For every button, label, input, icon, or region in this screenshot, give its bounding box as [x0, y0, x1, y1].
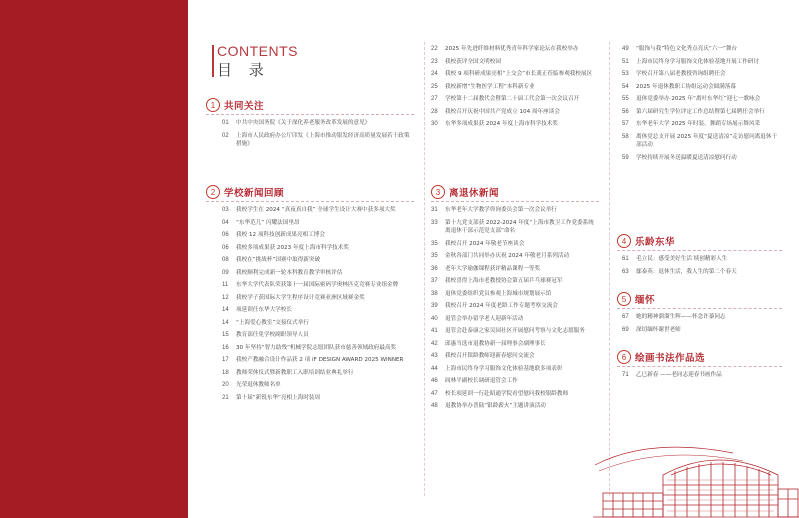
- page-number: 16: [222, 344, 229, 351]
- page-number: 23: [431, 58, 438, 65]
- toc-item[interactable]: [222, 319, 414, 327]
- toc-title: 东华老年大学教学咨询委员会第一次会议举行: [445, 207, 557, 214]
- page-number: 18: [222, 369, 229, 376]
- section-divider: [206, 114, 414, 115]
- toc-item[interactable]: [222, 294, 414, 302]
- page-number: 35: [431, 253, 438, 259]
- section-number-badge: 1: [206, 98, 220, 112]
- contents-chinese: 目 录: [217, 61, 270, 79]
- toc-item[interactable]: [622, 83, 782, 91]
- contents-english: CONTENTS: [217, 43, 298, 59]
- section-title: 离退休新闻: [449, 188, 500, 199]
- toc-title: 30 年坚持“智力助残”机械学院志愿团队获市慈善领域政府最高奖: [236, 344, 397, 351]
- toc-title: 我校召开银龄教师迎新春慰问交流会: [445, 353, 535, 359]
- toc-title: 学校召开第八届老教授咨询组聘任会: [636, 71, 726, 78]
- toc-item[interactable]: [431, 120, 599, 128]
- toc-title: 深切缅怀谢世老师: [636, 326, 681, 333]
- page-number: 57: [622, 121, 629, 128]
- section-title: 乐龄东华: [635, 237, 676, 248]
- toc-item[interactable]: [222, 219, 414, 227]
- toc-list: [617, 313, 782, 334]
- toc-title: 东华老年大学 2025 年时装、舞蹈专场展示舞风采: [636, 121, 761, 128]
- toc-item[interactable]: [431, 327, 599, 335]
- toc-item[interactable]: [431, 95, 599, 103]
- left-red-band: [0, 0, 188, 518]
- toc-title: 学校第十二届教代会暨第二十届工代会第一次会议召开: [445, 96, 580, 103]
- toc-title: 教师荣休仪式暨新教职工入职培训结业典礼举行: [236, 369, 354, 376]
- page-number: 47: [431, 390, 438, 397]
- page-number: 31: [431, 207, 438, 214]
- toc-item[interactable]: [222, 344, 414, 352]
- section-happy-aging: [617, 233, 782, 276]
- toc-title: 第十九党支部获 2022-2024 年度“上海市教卫工作党委系统离退休干部示范党支部”命名: [445, 219, 594, 234]
- page-number: 03: [222, 207, 229, 214]
- toc-title: “上海爱心教室”交接仪式举行: [236, 319, 309, 326]
- toc-title: 光荣退休教师名单: [236, 382, 281, 389]
- page-number: 39: [431, 303, 438, 309]
- toc-item[interactable]: [431, 315, 599, 323]
- toc-item[interactable]: [222, 244, 414, 252]
- toc-item[interactable]: [622, 371, 782, 379]
- toc-item[interactable]: [622, 268, 782, 276]
- toc-item[interactable]: [431, 252, 599, 260]
- toc-title: 我校学生在 2024 “真夜真自我” 全球学生设计大赛中获多项大奖: [236, 207, 396, 214]
- page-number: 41: [431, 328, 438, 334]
- toc-title: 退教协举办普陆“银龄薪火”主题讲演活动: [445, 403, 546, 409]
- page-number: 01: [222, 120, 229, 127]
- contents-header: [217, 44, 298, 79]
- toc-list: [617, 255, 782, 276]
- page-number: 48: [431, 403, 438, 409]
- toc-item[interactable]: [431, 240, 599, 248]
- page-number: 37: [431, 278, 438, 284]
- toc-title: 上海市人民政府办公厅印发《上海市推动银发经济高质量发展若干政策措施》: [236, 132, 410, 147]
- section-number-badge: 3: [431, 185, 445, 199]
- section-divider: [617, 250, 782, 251]
- page-number: 08: [222, 257, 229, 264]
- toc-title: 我校学子获国际大学生程序设计竞赛亚洲区域赛金奖: [236, 294, 365, 301]
- toc-title: 我校多项成果获 2023 年度上海市科学技术奖: [236, 244, 349, 251]
- toc-list: [622, 45, 782, 161]
- page-number: 54: [622, 83, 629, 90]
- toc-item[interactable]: [622, 70, 782, 78]
- section-title-row: [617, 349, 782, 365]
- toc-title: 第十届“新锐东华”亮相上海时装周: [236, 394, 321, 401]
- section-common-concern: [206, 97, 414, 148]
- page-number: 14: [222, 307, 229, 314]
- toc-item[interactable]: [431, 390, 599, 398]
- toc-item[interactable]: [222, 369, 414, 377]
- toc-item[interactable]: [431, 365, 599, 373]
- toc-title: 离休党总支开展 2025 年度“夏送清凉”走访慰问离退休干部活动: [636, 133, 778, 148]
- section-title: 学校新闻回顾: [224, 188, 285, 199]
- page-number: 69: [622, 326, 629, 333]
- page-number: 49: [622, 46, 629, 53]
- toc-list: [206, 119, 414, 148]
- page-number: 06: [222, 232, 229, 239]
- toc-title: 校长项延训一行赴昭通学院看望慰问我校银龄教师: [445, 390, 569, 397]
- toc-title: 退休党委举办 2025 年“离叶东华红”迎七一歌咏会: [636, 96, 761, 103]
- page-number: 44: [431, 365, 438, 372]
- toc-item[interactable]: [431, 58, 599, 66]
- toc-title: 退管会举办留学老人迎新年活动: [445, 315, 524, 322]
- toc-item[interactable]: [222, 206, 414, 214]
- toc-item[interactable]: [222, 356, 414, 364]
- toc-list: [431, 206, 599, 410]
- section-title-row: [206, 97, 414, 113]
- page-number: 33: [431, 219, 438, 226]
- toc-item[interactable]: [622, 120, 782, 128]
- page-number: 38: [431, 290, 438, 297]
- section-title-row: [617, 291, 782, 307]
- toc-item[interactable]: [622, 95, 782, 103]
- toc-title: 我校在“挑战杯”国赛中取得新突破: [236, 257, 321, 264]
- toc-title: 中共中央国务院《关于深化养老服务改革发展的意见》: [236, 120, 371, 127]
- toc-title: 邱惠当选市退教协新一届理事会副理事长: [445, 340, 546, 347]
- toc-item[interactable]: [222, 269, 414, 277]
- toc-title: 退休党委组织党员参观上海城市规划展示馆: [445, 290, 552, 297]
- toc-item[interactable]: [222, 281, 414, 289]
- toc-item[interactable]: [622, 154, 782, 162]
- toc-title: 我校产教融合设计作品获 2 项 iF DESIGN AWARD 2025 WINNER: [236, 357, 404, 364]
- page-number: 35: [431, 240, 438, 247]
- toc-item[interactable]: [431, 277, 599, 285]
- section-divider: [617, 366, 782, 367]
- toc-title: 我校顺利完成新一轮本科教育教学审核评估: [236, 269, 343, 276]
- toc-title: 我校 12 项科技创新成果亮相工博会: [236, 232, 325, 239]
- section-retiree-news-continued: [622, 41, 782, 162]
- section-school-news: [206, 184, 414, 402]
- page-number: 02: [222, 132, 229, 139]
- page-number: 28: [431, 108, 438, 115]
- toc-title: 我校新增“生物医学工程”本科新专业: [445, 83, 535, 90]
- toc-item[interactable]: [431, 302, 599, 310]
- page-number: 14: [222, 319, 229, 326]
- toc-title: 毛立民：感受美好生活 续创精彩人生: [636, 256, 728, 263]
- page-number: 15: [222, 332, 229, 339]
- page-number: 71: [622, 372, 629, 379]
- toc-title: 老年大学瑜伽课程获评精品课程一等奖: [445, 265, 541, 272]
- page-number: 24: [431, 71, 438, 78]
- toc-title: 2025 年先进纤维材料优秀青年科学家论坛在我校举办: [445, 46, 579, 53]
- toc-title: 我校召开庆祝中国共产党成立 104 周年座谈会: [445, 108, 560, 115]
- toc-title: 上海市民终身学习服饰文化体验基地开展工作研讨: [636, 58, 760, 65]
- toc-title: 乙巳新春 ——老同志迎春书画作品: [636, 372, 722, 379]
- page-number: 51: [622, 58, 629, 65]
- toc-title: 学校持续开展冬送温暖夏送清凉慰问行动: [636, 154, 737, 161]
- section-school-news-continued: [431, 41, 599, 129]
- page-number: 42: [431, 340, 438, 347]
- toc-title: 我校喜得上海市老教授协会第五届乒乓球赛冠军: [445, 278, 563, 284]
- toc-item[interactable]: [431, 45, 599, 53]
- page-number: 56: [622, 108, 629, 115]
- toc-item[interactable]: [431, 377, 599, 385]
- section-title-row: [206, 184, 414, 200]
- toc-item[interactable]: [222, 381, 414, 389]
- toc-title: “服饰与我”特色文化秀点亮庆“六一”舞台: [636, 46, 738, 53]
- toc-item[interactable]: [222, 394, 414, 402]
- toc-list: [206, 206, 414, 402]
- toc-title: 鄢泰英：退休生活，我人生的第二个春天: [636, 268, 737, 275]
- toc-item[interactable]: [622, 45, 782, 53]
- toc-list: [431, 45, 599, 128]
- toc-item[interactable]: [222, 306, 414, 314]
- toc-item[interactable]: [222, 331, 414, 339]
- toc-item[interactable]: [622, 313, 782, 321]
- toc-item[interactable]: [622, 58, 782, 66]
- toc-item[interactable]: [222, 119, 414, 127]
- toc-title: 项延训任东华大学校长: [236, 307, 292, 314]
- section-title: 共同关注: [224, 101, 265, 112]
- page-number: 09: [222, 269, 229, 276]
- section-remembrance: [617, 291, 782, 334]
- section-title: 缅怀: [635, 295, 656, 306]
- section-divider: [431, 201, 599, 202]
- page-number: 46: [431, 378, 438, 384]
- toc-item[interactable]: [431, 340, 599, 348]
- toc-item[interactable]: [431, 70, 599, 78]
- page-number: 27: [431, 96, 438, 103]
- toc-list: [617, 371, 782, 379]
- section-title: 绘画书法作品选: [635, 353, 706, 364]
- page-number: 04: [222, 219, 229, 226]
- page-number: 17: [222, 357, 229, 364]
- toc-item[interactable]: [622, 255, 782, 263]
- page-number: 53: [622, 71, 629, 78]
- toc-item[interactable]: [431, 206, 599, 214]
- section-retiree-news: [431, 184, 599, 410]
- page-number: 43: [431, 353, 438, 359]
- toc-title: “东华范儿” 闪耀法国里昂: [236, 219, 300, 226]
- section-number-badge: 4: [617, 234, 631, 248]
- section-number-badge: 2: [206, 185, 220, 199]
- page-number: 67: [622, 314, 629, 321]
- section-divider: [206, 201, 414, 202]
- toc-item[interactable]: [431, 402, 599, 410]
- page-number: 58: [622, 133, 629, 140]
- toc-title: 教育部任免学校副职领导人员: [236, 332, 309, 339]
- page-number: 61: [622, 256, 629, 263]
- page-number: 36: [431, 265, 438, 272]
- toc-item[interactable]: [431, 290, 599, 298]
- toc-title: 我校召开 2024 年度老龄工作专题考察交流会: [445, 303, 558, 309]
- section-title-row: [617, 233, 782, 249]
- page-number: 59: [622, 154, 629, 161]
- page-number: 55: [622, 96, 629, 103]
- page-number: 25: [431, 83, 438, 90]
- toc-item[interactable]: [431, 265, 599, 273]
- toc-item[interactable]: [622, 133, 782, 149]
- toc-title: 东华多项成果获 2024 年度上海市科学技术奖: [445, 121, 558, 128]
- campus-building-illustration: [593, 405, 799, 518]
- toc-item[interactable]: [222, 132, 414, 148]
- toc-title: 金秋各部门共同举办庆祝 2024 年敬老月系列活动: [445, 253, 570, 259]
- contents-accent-bar: [212, 45, 214, 77]
- toc-title: 退管会赴泰康之家吴园社区开展慰问考察与文化志愿服务: [445, 328, 585, 334]
- toc-title: 我校获评全国文明校园: [445, 58, 501, 65]
- page-number: 06: [222, 244, 229, 251]
- toc-item[interactable]: [431, 83, 599, 91]
- toc-title: 阎林平副校长调研退管会工作: [445, 378, 518, 384]
- toc-title: 东华大学代表队荣获第十一届国际密码学奥林匹克竞赛专业组金牌: [236, 282, 399, 289]
- page-number: 20: [222, 382, 229, 389]
- page-number: 12: [222, 294, 229, 301]
- toc-item[interactable]: [431, 352, 599, 360]
- toc-title: 我校召开 2024 年敬老节座谈会: [445, 240, 525, 247]
- page-number: 22: [431, 46, 438, 53]
- section-painting-calligraphy: [617, 349, 782, 380]
- section-divider: [617, 308, 782, 309]
- page-number: 11: [222, 282, 229, 289]
- toc-title: 上海市民终身学习服饰文化体验基地联多项表彰: [445, 365, 563, 372]
- column-divider: [424, 42, 425, 496]
- toc-title: 她的精神溜溜生辉——怀念许蓁同志: [636, 314, 726, 321]
- section-number-badge: 5: [617, 292, 631, 306]
- toc-item[interactable]: [622, 108, 782, 116]
- section-title-row: [431, 184, 599, 200]
- page-number: 40: [431, 315, 438, 322]
- page-number: 63: [622, 268, 629, 275]
- toc-title: 2025 年退休教职工协组运动会圆满落幕: [636, 83, 736, 90]
- toc-title: 第六届研究生学位评定工作总结暨第七届聘任会举行: [636, 108, 765, 115]
- toc-title: 我校 9 项科研成果亮相“上交会”市长龚正莅临参观我校展区: [445, 71, 593, 78]
- toc-item[interactable]: [431, 108, 599, 116]
- toc-item[interactable]: [222, 231, 414, 239]
- toc-item[interactable]: [431, 219, 599, 235]
- toc-item[interactable]: [622, 326, 782, 334]
- page-number: 21: [222, 394, 229, 401]
- page-number: 30: [431, 121, 438, 128]
- toc-item[interactable]: [222, 256, 414, 264]
- section-number-badge: 6: [617, 350, 631, 364]
